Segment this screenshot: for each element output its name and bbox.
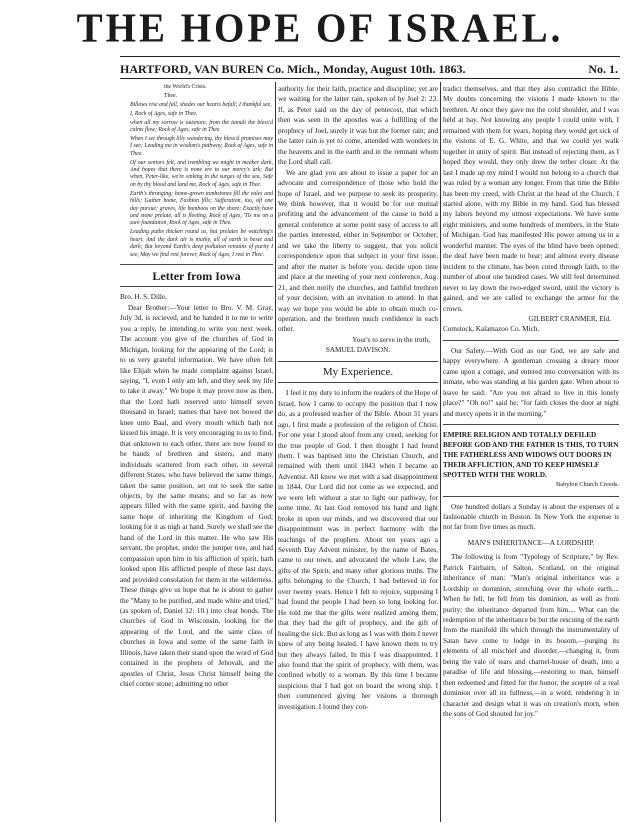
separator: [120, 286, 273, 287]
poem-stanza: I, Rock of Ages, safe in Thee.: [130, 110, 198, 117]
letter-continued: authority for their faith, practice and discipline; yet are we waiting for the latter rain, spoken of by Joel 2: 23. If, as Peter said on the day of pentecost, that which then was seen in the apostles was a fulfilling of the prophecy of Joel, surely it was but the former rain; and the latter rain is yet to come, attended with wonders in the heavens and in the earth and in the remnant whom the Lord shall call.: [278, 85, 438, 167]
experience-continued: tradict themselves, and that they also contradict the Bible. My doubts concerning the visions I made known to the brethren. At once they gave me the cold shoulder, and I was held at bay. Not knowing any people I could unite with, I remained with them for years, hoping they would get sick of the visions of E. G. White, and that we could yet walk together in unity of spirit. But instead of rejecting them, as I hoped they would, they only drew the tether closer. At the last I made up my mind I would not belong to a church that was ruled by a woman any longer. From that time the Bible has been my creed, with Christ at the head of the Church. I started alone, with my Bible in my hand. God has blessed my labors beyond my utmost expectations. We have some eight ministers, and some hundreds of members, in the State of Michigan. God has manifested His power among us in a wonderful manner. The eyes of the blind have been opened; the deaf have been made to hear; and almost every disease incident to the climate, has been cured through faith, to the number of about one hundred cases. We still feel determined never to lay down the two-edged sword, until the victory is gained, and we are called to exchange the armor for the crown.: [443, 85, 619, 313]
signature-location: Comstock, Kalamazoo Co. Mich.: [443, 325, 540, 334]
separator: [443, 340, 619, 341]
column-divider: [275, 82, 276, 822]
salutation: Bro. H. S. Dille,: [120, 293, 167, 302]
creed-source: Babylon Church Creeds.: [555, 481, 619, 489]
separator: [278, 361, 438, 362]
satirical-creed: EMPIRE RELIGION AND TOTALLY DEFILED BEFORE GOD AND THE FATHER IS THIS, TO TURN THE FATHERLESS AND WIDOWS OUT DOORS IN THEIR AFFLICTION, AND TO KEEP HIMSELF SPOTTED WITH THE WORLD.: [443, 431, 619, 480]
separator: [443, 424, 619, 425]
poem-stanza: Billows rise and fall, shades our hearts befall; I thankful see,: [130, 101, 272, 108]
issue-number: No. 1.: [588, 62, 618, 76]
column-3: [443, 84, 619, 824]
masthead-title: THE HOPE OF ISRAEL.: [76, 5, 564, 52]
bottom-rule: [120, 78, 620, 79]
inheritance-body: The following is from "Typology of Scripture," by Rev. Patrick Fairbairn, of Salton, Scotland, on the original inheritance of man: "Man's original inheritance was a Lordship or dominion, stretching over the whole earth.... When he fell, he fell from his dominion, as well as from purity; the inheritance departed from him.... What can the redemption of the inheritance be but the rescuing of the earth from the manifold ills which through the instrumentality of Satan have come to lodge in its bosom,—purging its elements of all mischief and disorder,—changing it, from being the vale of tears and charnel-house of death, into a paradise of life and blessing,—restoring to man, himself then redeemed and fitted for the honor, the sceptre of a real dominion over all its fullness,—in a word, rendering it in character and design what it was on creation's morn, when the sons of God shouted for joy.": [443, 553, 619, 719]
poem-stanza: Leading paths thicken round us, but prelates be watching's heart, And the dark air is murky, all of earth is beset and dark; But beyond Earth's deep pollution remains of purity I see, May we find rest forever, Rock of Ages, I rest in Thee.: [130, 229, 273, 258]
poem: [120, 84, 273, 259]
column-2: [278, 84, 438, 824]
separator: [120, 264, 273, 265]
column-divider: [440, 82, 441, 822]
experience-signature: GILBERT CRANMER, Eld.: [528, 314, 611, 323]
letter-body: Dear Brother:—Your letter to Bro. V. M. Gray, July 3d, is recieved, and he handed it to me to write you a reply, he intending to write you next week. The account you give of the churches of God in Michigan, looking for the appearing of the Lord; is to us very grateful information. We have often felt like Elijah when he made complaint against Israel, saying, "I, even I only am left, and they seek my life to take it away." We hope it may prove now as then, that the Lord hath reserved unto himself seven thousand in Israel; names that have not bowed the knee unto Baal, and every mouth which hath not kissed his image. It is very encouraging to us to find, that unknown to each other, there are now found to be bands of brethren and sisters, and many individuals scattered from each other, in several different States, who have believed the same things, taken the same position, set out to seek the same objects, by the same means; and so far as now appears filled with the same spirit, and having the same hope of inheriting the Kingdom of God; looking for it as nigh at hand. Surely we shall see the hand of the Lord in this matter. He who saw His servant, the prophet, under the juniper tree, and had compassion upon him in his affliction of spirit, hath looked upon His afflicted people of these last days, and provided consolation for them in the wilderness. These things give us hope that he is about to gather the "Many to be purified, and made white and tried," (as spoken of, Daniel 12: 10.) into clear bonds. The churches of God in Wisconsin, looking for the appearing of the Lord, and the same class of churches in Iowa and some of the same faith in Illinois, have taken their stand upon the word of God contained in the prophets of Jehovah, and the apostles of Christ, Jesus Christ himself being the chief corner stone; admitting no other: [120, 303, 273, 689]
letter-paragraph: We are glad you are about to issue a paper for an advocate and correspondence of those who hold the hope of Israel, and we purpose to seek its prosperity. We think however, that it would be for our mutual profiting and the advancement of the cause to hold a general conference at some point easy of access to all the parties interested, either in September or October; and we take the liberty to suggest, that you solicit correspondence upon that subject in your first issue, and after the matter is before you, decide upon time and place at the meeting of your next conference, Aug. 21, and then notify the churches, and faithful brethren of your decision, with an invitation to attend. In that way we hope you would be able to obtain much co-operation, and the brethren much confidence in each other.: [278, 168, 438, 334]
column-1: [120, 84, 273, 824]
poem-stanza: When I set through lilly wandering, thy bless'd promises may I see; Leading me in wisdom's pathway, Rock of Ages, safe in Thee.: [130, 135, 273, 157]
separator: [278, 382, 438, 383]
experience-heading: My Experience.: [322, 365, 394, 378]
poem-stanza: when all my sorrow is outsnore, from the tumult the bless'd calms flow; Rock of Ages, safe in Thee.: [130, 119, 273, 134]
dateline-text: HARTFORD, VAN BUREN Co. Mich., Monday, August 10th. 1863.: [120, 62, 466, 76]
poem-subtitle: Thee.: [164, 92, 178, 99]
safety-item: Our Safety.—With God as our God, we are safe and happy everywhere. A gentleman crossing a dreary moor came upon a cottage, and entered into conversation with its inmate, who was standing at his garden gate. When about to leave he said: "Are you not afraid to live in this lonely place?" "Oh no!" said he; "for faith closes the door at night and mercy opens it in the morning.": [443, 346, 619, 418]
poem-stanza: Of our seniors felt, and trembling we might in meeker dark, And hopes that there is none ere to our mercy's ark; But when, Peter-like, we're sinking in the surges of the sea, Safe on by thy blood and land me, Rock of Ages, safe in Thee.: [130, 159, 273, 188]
separator: [443, 496, 619, 497]
poem-title: the World's Crisis.: [164, 84, 207, 90]
letter-heading: Letter from Iowa: [152, 268, 241, 283]
inheritance-heading: MAN'S INHERITANCE—A LORDSHIP.: [467, 537, 595, 547]
experience-body: I feel it my duty to inform the readers of the Hope of Israel, how I came to occupy the position that I now do, as a professed teacher of the Bible. About 31 years ago, I first made a profession of the religion of Christ. For one year I stood aloof from any creed, seeking for the true people of God. I then thought I had found them. I was baptised into the Christian Church, and remained with them until 1843 when I became an Adventist. All know we met with a sad disappointment in 1844. Our Lord did not come as we expected, and we were left without a star to light our pathway, for some time. At last God removed his hand and light broke in upon our minds, and we discovered that our disappointment was in perfect harmony with the teachings of the prophets. About ten years ago a Seventh Day Advent minister, by the name of Bates, came to our town, and advocated the whole Law, the gifts of the Spirit, and many other glorious truths. The gifts belonging to the Church, I had believed in for over twenty years. Hence I felt to rejoice, supposing I had found the people I had been so long looking for. He told me that the gifts were realized among them, that they had the gift of prophecy, and the gift of healing the sick. But as long as I was with them I never knew of any being healed. I have known them to try but they always failed. In this I was disappointed. I also found that the spirit of prophecy, with them, was confined wholly to a woman. By this time I became suspicious that I had got on board the wrong ship. I then commenced giving her visions a thorough investigation. I found they con-: [278, 389, 438, 711]
poem-stanza: Earth's thronging; home-grown tombstones fill the vales and hills; Gather home, Fashion fills; Sufferation, too, oft one day pursue; graves, life bamboos on the shore; Exactly have and stone prelate, all is fleeting, Rock of Ages, 'Tis me on a sure foundation, Rock of Ages, safe in Thee.: [130, 190, 273, 227]
top-rule: [120, 56, 620, 57]
letter-signature: SAMUEL DAVISON.: [325, 346, 391, 355]
dateline: [120, 62, 620, 77]
church-expense-item: One hundred dollars a Sunday is about the expenses of a fashionable church in Boston. In New York the expense is not far from five times as much.: [443, 502, 619, 532]
letter-closing: Your's to serve in the truth,: [352, 335, 430, 344]
